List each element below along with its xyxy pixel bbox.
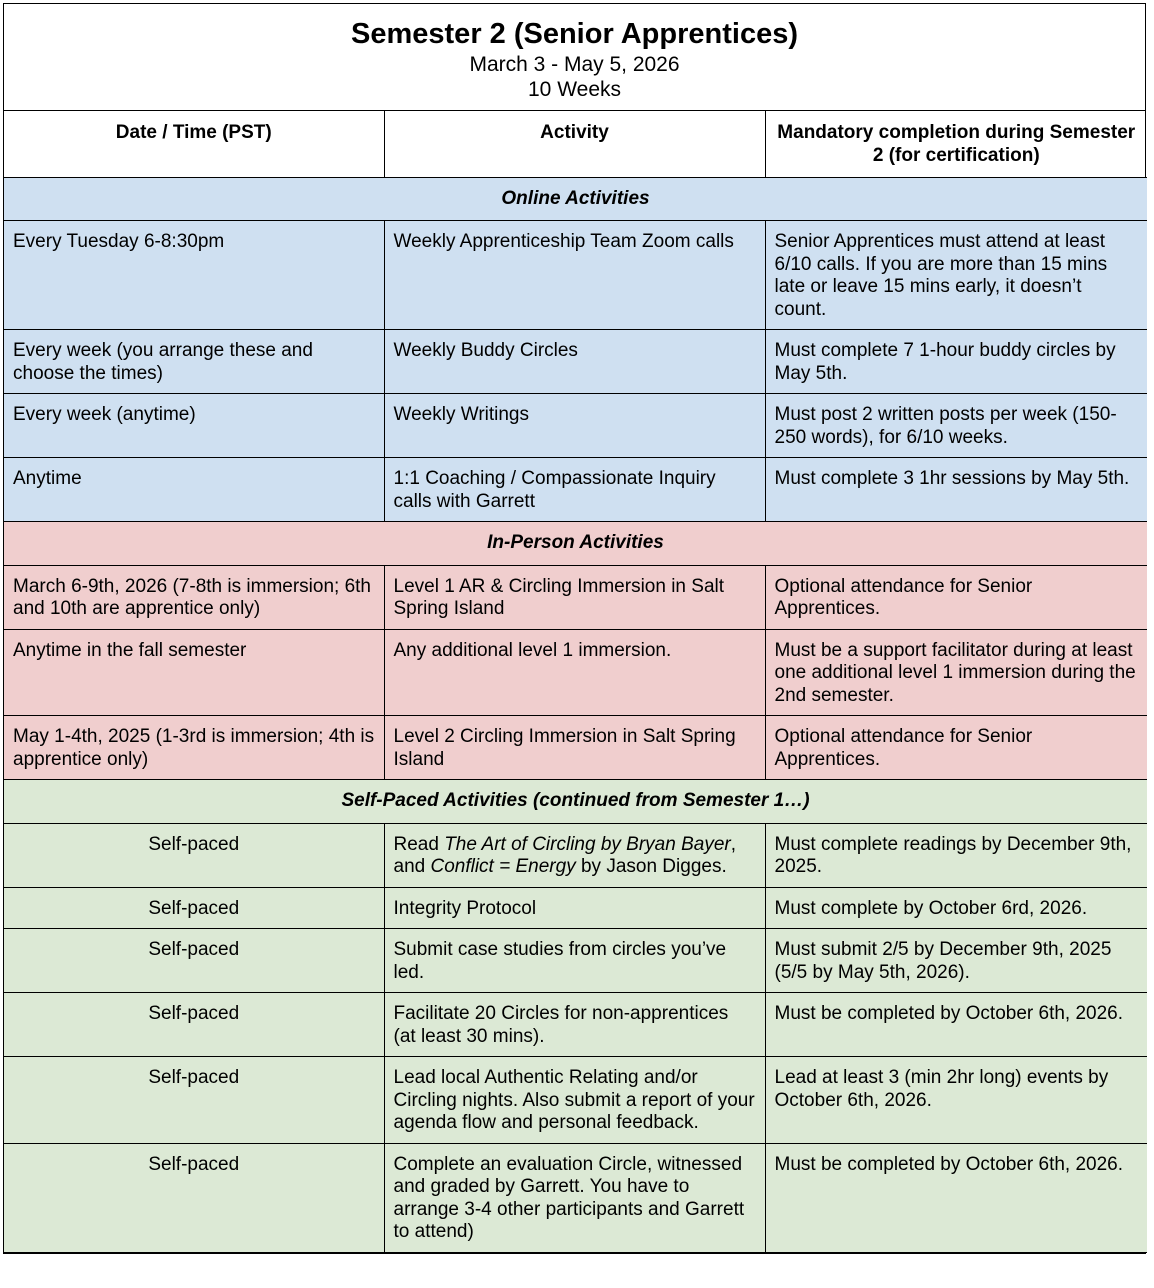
cell-completion: Optional attendance for Senior Apprentices. — [765, 716, 1147, 780]
table-row — [4, 629, 1147, 716]
semester-dates: March 3 - May 5, 2026 — [469, 53, 680, 76]
cell-activity — [384, 823, 765, 887]
cell-date: Self-paced — [4, 823, 384, 887]
cell-activity: Level 2 Circling Immersion in Salt Spring Island — [384, 716, 765, 780]
cell-completion: Must be a support facilitator during at least one additional level 1 immersion during the 2nd semester. — [765, 629, 1147, 716]
cell-completion: Must submit 2/5 by December 9th, 2025 (5/5 by May 5th, 2026). — [765, 929, 1147, 993]
cell-date: Every week (you arrange these and choose the times) — [4, 330, 384, 394]
column-header-completion: Mandatory completion during Semester 2 (for certification) — [765, 111, 1147, 177]
cell-date: Self-paced — [4, 887, 384, 929]
title-block — [4, 4, 1145, 111]
cell-completion: Optional attendance for Senior Apprentices. — [765, 565, 1147, 629]
table-row — [4, 716, 1147, 780]
section-heading-row — [4, 177, 1147, 221]
semester-schedule-document — [3, 3, 1146, 1254]
cell-activity: Weekly Writings — [384, 394, 765, 458]
cell-completion: Must complete 7 1-hour buddy circles by May 5th. — [765, 330, 1147, 394]
table-row — [4, 1143, 1147, 1252]
reading-mid: , and — [393, 833, 736, 877]
cell-activity: Integrity Protocol — [384, 887, 765, 929]
table-row — [4, 330, 1147, 394]
cell-completion: Must be completed by October 6th, 2026. — [765, 1143, 1147, 1252]
cell-date: Self-paced — [4, 1143, 384, 1252]
cell-activity: Weekly Buddy Circles — [384, 330, 765, 394]
column-header-date: Date / Time (PST) — [4, 111, 384, 177]
cell-completion: Must complete 3 1hr sessions by May 5th. — [765, 458, 1147, 522]
table-row — [4, 565, 1147, 629]
cell-activity: Weekly Apprenticeship Team Zoom calls — [384, 221, 765, 330]
cell-activity: Facilitate 20 Circles for non-apprentices (at least 30 mins). — [384, 993, 765, 1057]
cell-completion: Must complete readings by December 9th, 2025. — [765, 823, 1147, 887]
cell-date: Anytime in the fall semester — [4, 629, 384, 716]
column-header-activity: Activity — [384, 111, 765, 177]
book-title-1: The Art of Circling by Bryan Bayer — [444, 833, 731, 855]
cell-activity: Any additional level 1 immersion. — [384, 629, 765, 716]
cell-completion: Must complete by October 6rd, 2026. — [765, 887, 1147, 929]
cell-activity: Level 1 AR & Circling Immersion in Salt Spring Island — [384, 565, 765, 629]
section-heading-in-person: In-Person Activities — [4, 522, 1147, 566]
cell-completion: Lead at least 3 (min 2hr long) events by October 6th, 2026. — [765, 1057, 1147, 1144]
cell-date: Every Tuesday 6-8:30pm — [4, 221, 384, 330]
table-row — [4, 929, 1147, 993]
cell-date: Self-paced — [4, 929, 384, 993]
section-heading-online: Online Activities — [4, 177, 1147, 221]
cell-completion: Must post 2 written posts per week (150-250 words), for 6/10 weeks. — [765, 394, 1147, 458]
cell-date: Anytime — [4, 458, 384, 522]
reading-suffix: by Jason Digges. — [575, 856, 727, 877]
table-header-row — [4, 111, 1147, 177]
cell-date: Every week (anytime) — [4, 394, 384, 458]
cell-date: Self-paced — [4, 1057, 384, 1144]
cell-date: May 1-4th, 2025 (1-3rd is immersion; 4th is apprentice only) — [4, 716, 384, 780]
book-title-2: Conflict = Energy — [430, 856, 576, 877]
cell-completion: Must be completed by October 6th, 2026. — [765, 993, 1147, 1057]
document-title: Semester 2 (Senior Apprentices) — [351, 18, 798, 50]
cell-activity: Lead local Authentic Relating and/or Circling nights. Also submit a report of your agenda flow and personal feedback. — [384, 1057, 765, 1144]
schedule-table — [4, 111, 1147, 1253]
cell-activity: Submit case studies from circles you’ve led. — [384, 929, 765, 993]
section-heading-self-paced: Self-Paced Activities (continued from Semester 1…) — [4, 780, 1147, 824]
table-row — [4, 993, 1147, 1057]
cell-activity: 1:1 Coaching / Compassionate Inquiry calls with Garrett — [384, 458, 765, 522]
cell-activity: Complete an evaluation Circle, witnessed and graded by Garrett. You have to arrange 3-4 other participants and Garrett to attend) — [384, 1143, 765, 1252]
table-row — [4, 887, 1147, 929]
cell-date: March 6-9th, 2026 (7-8th is immersion; 6th and 10th are apprentice only) — [4, 565, 384, 629]
table-row — [4, 823, 1147, 887]
table-row — [4, 394, 1147, 458]
reading-prefix: Read — [393, 833, 445, 855]
semester-duration: 10 Weeks — [528, 78, 621, 101]
table-row — [4, 221, 1147, 330]
cell-date: Self-paced — [4, 993, 384, 1057]
table-row — [4, 458, 1147, 522]
section-heading-row — [4, 780, 1147, 824]
section-heading-row — [4, 522, 1147, 566]
table-row — [4, 1057, 1147, 1144]
cell-completion: Senior Apprentices must attend at least 6/10 calls. If you are more than 15 mins late or leave 15 mins early, it doesn’t count. — [765, 221, 1147, 330]
